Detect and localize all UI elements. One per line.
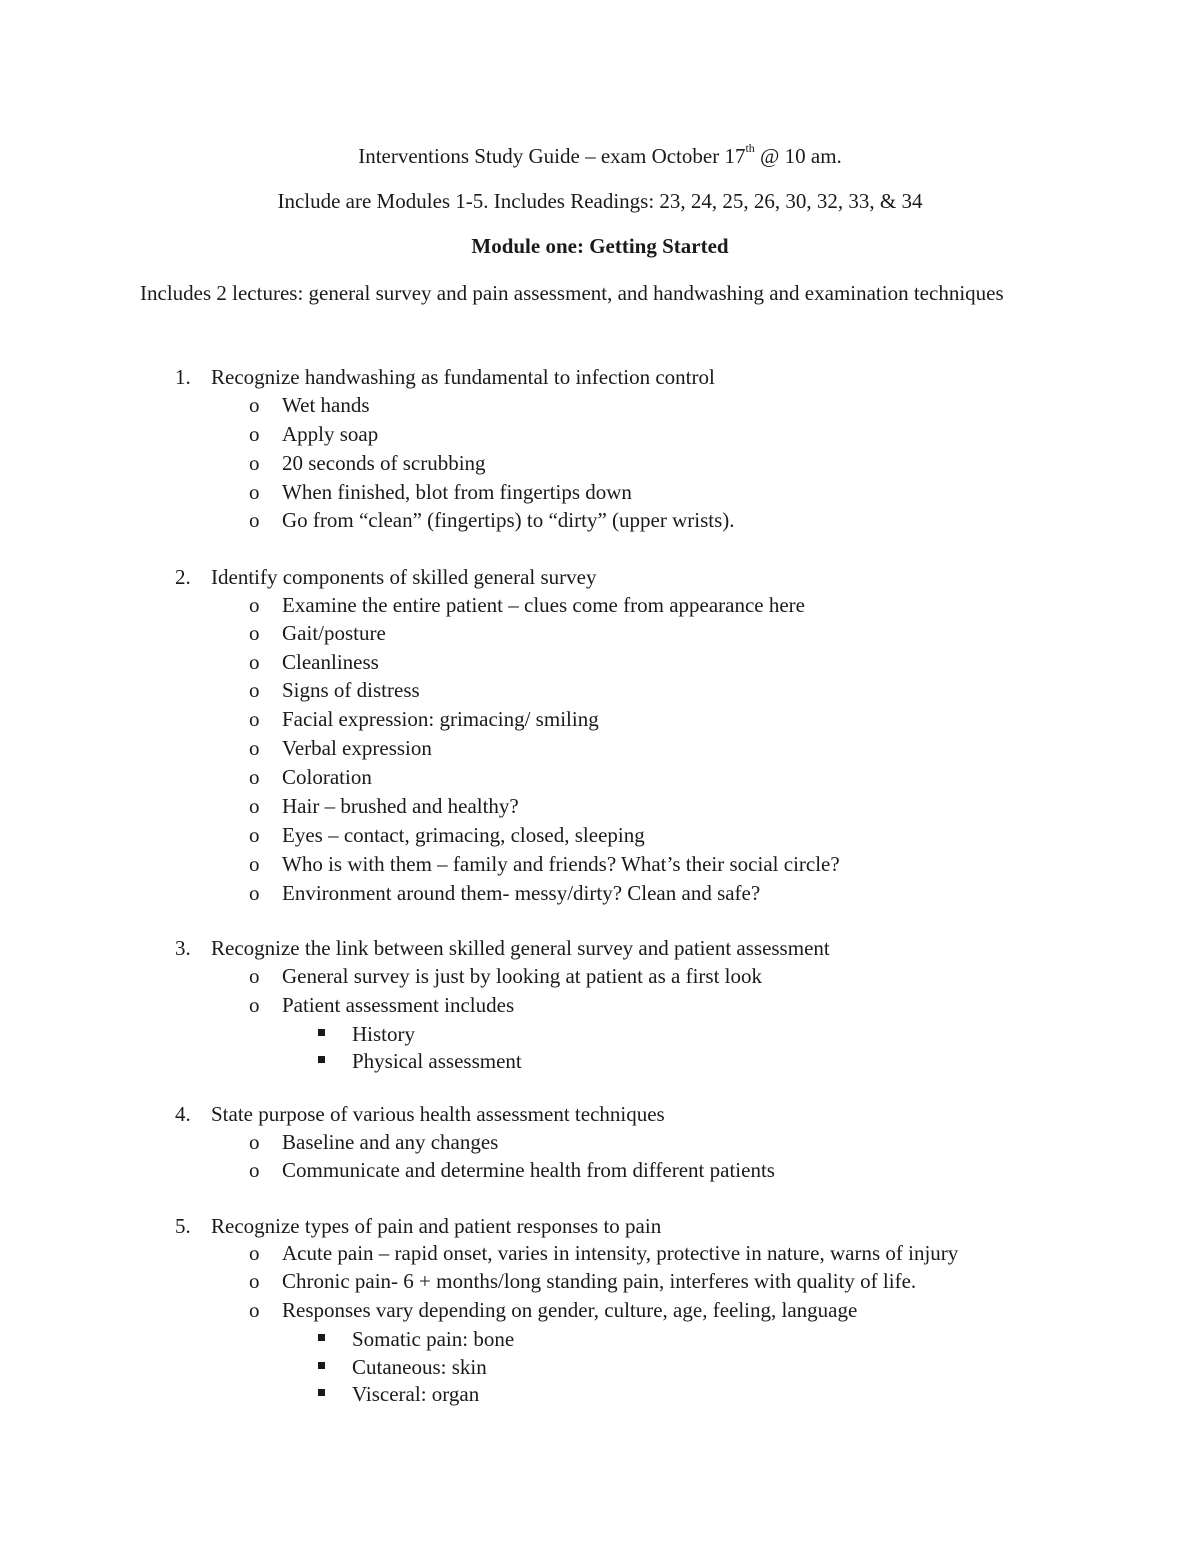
bullet-marker: o	[249, 852, 260, 876]
bullet-text: Go from “clean” (fingertips) to “dirty” (upper wrists).	[282, 508, 735, 532]
bullet-marker: o	[249, 621, 260, 645]
bullet-text: Communicate and determine health from different patients	[282, 1158, 775, 1182]
bullet-text: Gait/posture	[282, 621, 386, 645]
bullet-text: Hair – brushed and healthy?	[282, 794, 519, 818]
bullet-marker: o	[249, 881, 260, 905]
bullet-marker: o	[249, 993, 260, 1017]
bullet-marker: o	[249, 1158, 260, 1182]
document-subtitle: Include are Modules 1-5. Includes Readings: 23, 24, 25, 26, 30, 32, 33, & 34	[277, 189, 923, 213]
objective-number: 2.	[175, 565, 191, 589]
bullet-text: Examine the entire patient – clues come from appearance here	[282, 593, 805, 617]
sub-bullet-text: History	[352, 1022, 415, 1046]
objective-text: Identify components of skilled general survey	[211, 565, 597, 589]
bullet-marker: o	[249, 508, 260, 532]
bullet-marker: o	[249, 707, 260, 731]
bullet-text: Signs of distress	[282, 678, 420, 702]
square-bullet-icon	[318, 1362, 325, 1369]
objective-text: Recognize the link between skilled general survey and patient assessment	[211, 936, 830, 960]
bullet-marker: o	[249, 1298, 260, 1322]
bullet-text: Cleanliness	[282, 650, 379, 674]
bullet-marker: o	[249, 393, 260, 417]
square-bullet-icon	[318, 1334, 325, 1341]
bullet-marker: o	[249, 678, 260, 702]
bullet-marker: o	[249, 422, 260, 446]
bullet-marker: o	[249, 736, 260, 760]
bullet-marker: o	[249, 451, 260, 475]
bullet-text: Environment around them- messy/dirty? Clean and safe?	[282, 881, 761, 905]
bullet-marker: o	[249, 823, 260, 847]
bullet-text: Verbal expression	[282, 736, 432, 760]
module-intro: Includes 2 lectures: general survey and pain assessment, and handwashing and examination techniques	[140, 281, 1004, 305]
bullet-marker: o	[249, 480, 260, 504]
bullet-text: Coloration	[282, 765, 372, 789]
bullet-marker: o	[249, 593, 260, 617]
bullet-marker: o	[249, 1130, 260, 1154]
bullet-marker: o	[249, 650, 260, 674]
square-bullet-icon	[318, 1389, 325, 1396]
document-title	[0, 143, 1200, 169]
sub-bullet-text: Cutaneous: skin	[352, 1355, 487, 1379]
bullet-text: Responses vary depending on gender, culture, age, feeling, language	[282, 1298, 858, 1322]
bullet-marker: o	[249, 1269, 260, 1293]
bullet-text: Acute pain – rapid onset, varies in intensity, protective in nature, warns of injury	[282, 1241, 959, 1265]
bullet-marker: o	[249, 1241, 260, 1265]
title-text: Interventions Study Guide – exam October 17	[358, 144, 746, 168]
bullet-text: Chronic pain- 6 + months/long standing pain, interferes with quality of life.	[282, 1269, 917, 1293]
square-bullet-icon	[318, 1029, 325, 1036]
bullet-text: Wet hands	[282, 393, 370, 417]
sub-bullet-text: Visceral: organ	[352, 1382, 480, 1406]
bullet-text: Patient assessment includes	[282, 993, 515, 1017]
bullet-text: When finished, blot from fingertips down	[282, 480, 632, 504]
bullet-text: Baseline and any changes	[282, 1130, 499, 1154]
objective-text: Recognize handwashing as fundamental to infection control	[211, 365, 715, 389]
objective-text: Recognize types of pain and patient responses to pain	[211, 1214, 662, 1238]
bullet-text: 20 seconds of scrubbing	[282, 451, 486, 475]
title-superscript: th	[745, 141, 755, 155]
bullet-text: Who is with them – family and friends? What’s their social circle?	[282, 852, 840, 876]
bullet-marker: o	[249, 765, 260, 789]
bullet-text: Eyes – contact, grimacing, closed, sleeping	[282, 823, 645, 847]
bullet-text: General survey is just by looking at patient as a first look	[282, 964, 762, 988]
sub-bullet-text: Physical assessment	[352, 1049, 522, 1073]
bullet-text: Apply soap	[282, 422, 379, 446]
sub-bullet-text: Somatic pain: bone	[352, 1327, 515, 1351]
module-heading: Module one: Getting Started	[471, 234, 729, 258]
title-time: @ 10 am.	[754, 144, 842, 168]
objective-number: 5.	[175, 1214, 191, 1238]
objective-number: 3.	[175, 936, 191, 960]
objective-text: State purpose of various health assessment techniques	[211, 1102, 665, 1126]
square-bullet-icon	[318, 1056, 325, 1063]
bullet-marker: o	[249, 964, 260, 988]
objective-number: 1.	[175, 365, 191, 389]
objective-number: 4.	[175, 1102, 191, 1126]
bullet-text: Facial expression: grimacing/ smiling	[282, 707, 599, 731]
bullet-marker: o	[249, 794, 260, 818]
